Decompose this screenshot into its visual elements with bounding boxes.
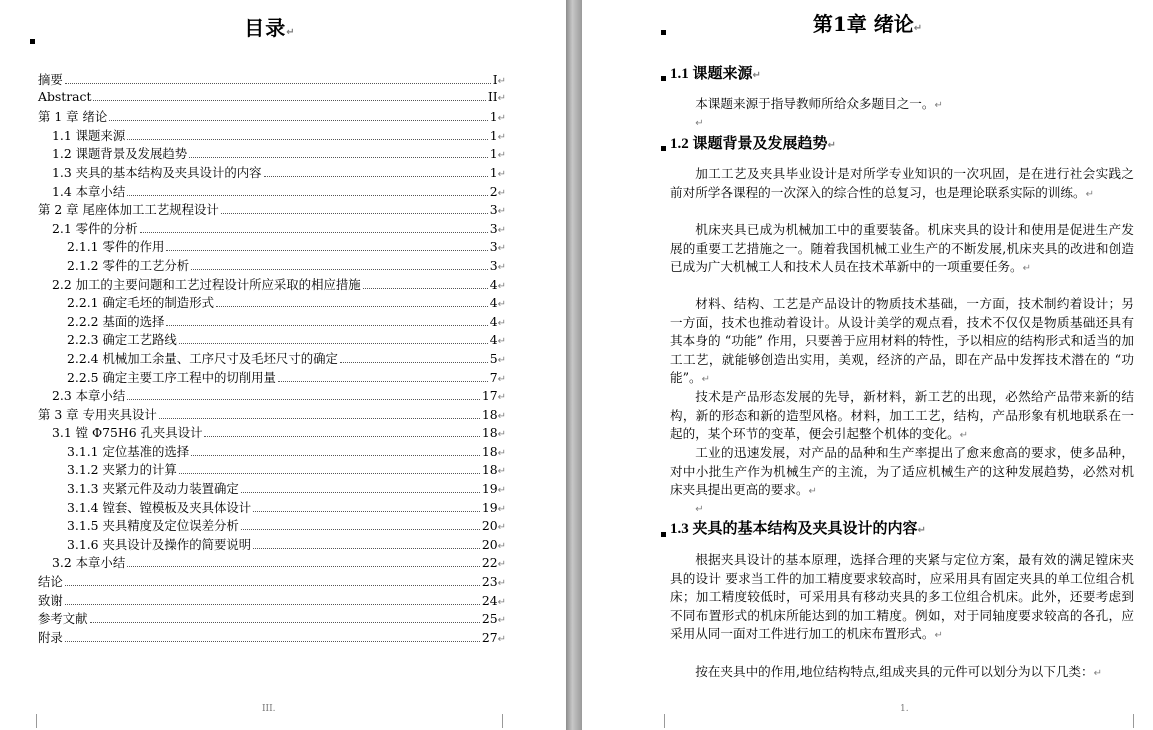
toc-entry-label: 3.1.3 夹紧元件及动力装置确定: [67, 481, 239, 497]
toc-entry[interactable]: 2.2.1 确定毛坯的制造形式 4 ↵: [67, 295, 506, 311]
toc-entry-page: 19: [481, 499, 498, 515]
toc-leader-dots: [216, 305, 488, 307]
toc-entry[interactable]: 1.2 课题背景及发展趋势 1 ↵: [52, 146, 506, 162]
toc-leader-dots: [127, 194, 488, 196]
toc-entry[interactable]: 参考文献 25 ↵: [38, 611, 506, 627]
toc-entry[interactable]: 结论 23 ↵: [38, 574, 506, 590]
toc-entry-label: 3.1.6 夹具设计及操作的简要说明: [67, 536, 252, 552]
toc-leader-dots: [166, 249, 487, 251]
toc-leader-dots: [140, 231, 488, 233]
toc-leader-dots: [166, 324, 487, 326]
toc-leader-dots: [340, 361, 488, 363]
toc-leader-dots: [127, 138, 488, 140]
toc-entry[interactable]: 2.2.4 机械加工余量、工序尺寸及毛坯尺寸的确定 5 ↵: [67, 350, 506, 366]
toc-entry[interactable]: Abstract II ↵: [38, 88, 506, 104]
toc-entry-label: 摘要: [38, 72, 63, 87]
paragraph: 工业的迅速发展，对产品的品种和生产率提出了愈来愈高的要求，使多品种，对中小批生产作为机械生产的主流，为了适应机械生产的这种发展趋势，必然对机床夹具提出更高的要求。↵: [670, 445, 1134, 497]
toc-leader-dots: [204, 435, 479, 437]
toc-entry-page: 3: [489, 202, 498, 218]
toc-entry-page: 1: [489, 164, 498, 180]
toc-entry[interactable]: 摘要 I ↵: [38, 72, 506, 87]
toc-entry-page: 4: [489, 313, 498, 329]
toc-entry-label: 致谢: [38, 592, 63, 608]
page-footer-number: III.: [262, 704, 276, 714]
toc-entry-page: 18: [481, 462, 498, 478]
toc-leader-dots: [65, 584, 480, 586]
toc-leader-dots: [179, 342, 488, 344]
toc-entry[interactable]: 2.1 零件的分析 3 ↵: [52, 220, 506, 236]
toc-leader-dots: [65, 82, 491, 84]
toc-entry[interactable]: 3.1.5 夹具精度及定位误差分析 20 ↵: [67, 518, 506, 534]
toc-leader-dots: [65, 640, 480, 642]
toc-entry[interactable]: 3.2 本章小结 22 ↵: [52, 555, 506, 571]
toc-entry-page: 18: [481, 425, 498, 441]
toc-leader-dots: [363, 287, 488, 289]
paragraph: 机床夹具已成为机械加工中的重要装备。机床夹具的设计和使用是促进生产发展的重要工艺措施之一。随着我国机械工业生产的不断发展,机床夹具的改进和创造已成为广大机械工人和技术人员在技术革新中的一项重要任务。↵: [670, 222, 1134, 274]
toc-entry[interactable]: 2.2 加工的主要问题和工艺过程设计所应采取的相应措施 4 ↵: [52, 276, 506, 292]
toc-entry[interactable]: 3.1.3 夹紧元件及动力装置确定 19 ↵: [67, 481, 506, 497]
toc-entry[interactable]: 2.2.5 确定主要工序工程中的切削用量 7 ↵: [67, 369, 506, 385]
toc-entry-label: 2.2.5 确定主要工序工程中的切削用量: [67, 369, 276, 385]
toc-entry-label: 3.1.2 夹紧力的计算: [67, 462, 177, 478]
toc-leader-dots: [241, 528, 480, 530]
toc-leader-dots: [65, 603, 480, 605]
toc-entry-page: 27: [481, 629, 498, 645]
toc-leader-dots: [264, 175, 488, 177]
toc-leader-dots: [253, 510, 480, 512]
toc-leader-dots: [127, 398, 480, 400]
toc-entry-page: 17: [481, 388, 498, 404]
toc-entry[interactable]: 1.4 本章小结 2 ↵: [52, 183, 506, 199]
toc-entry[interactable]: 2.1.2 零件的工艺分析 3 ↵: [67, 257, 506, 273]
paragraph: 材料、结构、工艺是产品设计的物质技术基础，一方面，技术制约着设计；另一方面，技术也推动着设计。从设计美学的观点看，技术不仅仅是物质基础还具有其本身的 “功能” 作用，只要善于应用材料的特性，予以相应的结构形式和适当的加工工艺，就能够创造出实用，美观，经济的产品，即在产品中发挥技术潜在的 “功能”。↵: [670, 296, 1134, 385]
toc-entry[interactable]: 第 1 章 绪论 1 ↵: [38, 109, 506, 125]
toc-entry-page: 5: [489, 350, 498, 366]
toc-entry[interactable]: 2.2.3 确定工艺路线 4 ↵: [67, 332, 506, 348]
toc-entry-page: I: [492, 72, 498, 87]
toc-leader-dots: [191, 454, 480, 456]
toc-title: 目录↵: [244, 16, 296, 40]
toc-entry[interactable]: 2.1.1 零件的作用 3 ↵: [67, 239, 506, 255]
toc-entry-page: 2: [489, 183, 498, 199]
toc-entry-page: 19: [481, 481, 498, 497]
toc-entry-page: 1: [489, 109, 498, 125]
toc-entry[interactable]: 1.1 课题来源 1 ↵: [52, 127, 506, 143]
toc-entry-label: 2.2.3 确定工艺路线: [67, 332, 177, 348]
toc-entry-label: 2.3 本章小结: [52, 388, 126, 404]
toc-leader-dots: [109, 119, 487, 121]
toc-leader-dots: [278, 380, 488, 382]
toc-entry[interactable]: 第 3 章 专用夹具设计 18 ↵: [38, 406, 506, 422]
toc-leader-dots: [179, 472, 480, 474]
chapter-page: [582, 0, 1153, 730]
toc-entry-label: 3.1 镗 Φ75H6 孔夹具设计: [52, 425, 203, 441]
toc-leader-dots: [241, 491, 480, 493]
paragraph: 按在夹具中的作用,地位结构特点,组成夹具的元件可以划分为以下几类：↵: [695, 664, 1102, 679]
toc-entry[interactable]: 致谢 24 ↵: [38, 592, 506, 608]
toc-entry-page: 18: [481, 443, 498, 459]
toc-entry-label: 1.4 本章小结: [52, 183, 126, 199]
page-footer-number: 1.: [900, 704, 909, 714]
toc-entry[interactable]: 2.3 本章小结 17 ↵: [52, 388, 506, 404]
empty-paragraph: ↵: [695, 504, 704, 515]
section-heading-1-3: 1.3 夹具的基本结构及夹具设计的内容↵: [670, 521, 926, 537]
toc-leader-dots: [90, 621, 480, 623]
paragraph: 技术是产品形态发展的先导，新材料，新工艺的出现，必然给产品带来新的结构，新的形态和新的造型风格。材料，加工工艺，结构，产品形象有机地联系在一起的，某个环节的变革，便会引起整个机体的变化。↵: [670, 389, 1134, 441]
toc-entry-page: 4: [489, 276, 498, 292]
toc-entry-label: 2.2.2 基面的选择: [67, 313, 165, 329]
paragraph: 本课题来源于指导教师所给众多题目之一。↵: [695, 96, 943, 111]
toc-entry-label: 第 3 章 专用夹具设计: [38, 406, 157, 422]
toc-entry-page: 3: [489, 257, 498, 273]
empty-paragraph: ↵: [695, 118, 704, 129]
toc-entry-label: 第 1 章 绪论: [38, 109, 108, 125]
toc-entry-page: 4: [489, 295, 498, 311]
toc-entry-page: 3: [489, 220, 498, 236]
toc-entry-page: 23: [481, 574, 498, 590]
toc-leader-dots: [221, 212, 488, 214]
toc-entry-page: 24: [481, 592, 498, 608]
toc-leader-dots: [159, 417, 480, 419]
paragraph: 加工工艺及夹具毕业设计是对所学专业知识的一次巩固，是在进行社会实践之前对所学各课程的一次深入的综合性的总复习，也是理论联系实际的训练。↵: [670, 166, 1134, 200]
toc-entry[interactable]: 3.1.1 定位基准的选择 18 ↵: [67, 443, 506, 459]
toc-entry-page: 25: [481, 611, 498, 627]
toc-leader-dots: [93, 99, 485, 101]
toc-entry-label: 2.1.2 零件的工艺分析: [67, 257, 190, 273]
toc-leader-dots: [253, 547, 480, 549]
toc-leader-dots: [127, 565, 480, 567]
toc-entry-label: 3.1.5 夹具精度及定位误差分析: [67, 518, 239, 534]
toc-entry-page: 22: [481, 555, 498, 571]
toc-entry-label: 结论: [38, 574, 63, 590]
toc-entry[interactable]: 3.1 镗 Φ75H6 孔夹具设计 18 ↵: [52, 425, 506, 441]
toc-entry[interactable]: 3.1.6 夹具设计及操作的简要说明 20 ↵: [67, 536, 506, 552]
toc-entry[interactable]: 2.2.2 基面的选择 4 ↵: [67, 313, 506, 329]
paragraph: 根据夹具设计的基本原理，选择合理的夹紧与定位方案，最有效的满足镗床夹具的设计 要求当工件的加工精度要求较高时，应采用具有固定夹具的单工位组合机床；加工精度较低时，可采用具有移动夹具的多工位组合机床。此外，还要考虑到不同布置形式的机床所能达到的加工精度。例如，对于同轴度要求较高的各孔，应采用从同一面对工件进行加工的机床布置形式。↵: [670, 552, 1134, 641]
toc-list: [38, 70, 506, 646]
toc-entry-label: 2.2 加工的主要问题和工艺过程设计所应采取的相应措施: [52, 276, 361, 292]
toc-entry[interactable]: 附录 27 ↵: [38, 629, 506, 645]
chapter-title: 第1章 绪论↵: [812, 12, 923, 36]
toc-entry-label: 3.1.4 镗套、镗模板及夹具体设计: [67, 499, 252, 515]
toc-entry[interactable]: 第 2 章 尾座体加工工艺规程设计 3 ↵: [38, 202, 506, 218]
section-heading-1-1: 1.1 课题来源↵: [670, 66, 761, 82]
toc-entry[interactable]: 3.1.2 夹紧力的计算 18 ↵: [67, 462, 506, 478]
toc-entry-label: 第 2 章 尾座体加工工艺规程设计: [38, 202, 219, 218]
toc-entry-label: 附录: [38, 629, 63, 645]
toc-entry-label: 1.1 课题来源: [52, 127, 126, 143]
toc-entry-page: 3: [489, 239, 498, 255]
toc-entry-label: 2.2.1 确定毛坯的制造形式: [67, 295, 214, 311]
toc-entry-page: 18: [481, 406, 498, 422]
toc-entry-label: 1.3 夹具的基本结构及夹具设计的内容: [52, 164, 262, 180]
toc-entry-page: 1: [489, 127, 498, 143]
toc-entry-page: II: [487, 88, 498, 104]
toc-entry-page: 20: [481, 518, 498, 534]
toc-page: [0, 0, 566, 730]
toc-entry-label: 2.2.4 机械加工余量、工序尺寸及毛坯尺寸的确定: [67, 350, 338, 366]
toc-entry-label: 3.1.1 定位基准的选择: [67, 443, 190, 459]
page-gutter: [566, 0, 582, 730]
toc-entry-page: 7: [489, 369, 498, 385]
toc-entry-page: 20: [481, 536, 498, 552]
toc-entry-label: 2.1.1 零件的作用: [67, 239, 165, 255]
section-heading-1-2: 1.2 课题背景及发展趋势↵: [670, 136, 836, 152]
toc-leader-dots: [189, 156, 488, 158]
toc-entry[interactable]: 1.3 夹具的基本结构及夹具设计的内容 1 ↵: [52, 164, 506, 180]
toc-leader-dots: [191, 268, 488, 270]
toc-entry-label: 3.2 本章小结: [52, 555, 126, 571]
toc-entry-label: Abstract: [38, 88, 92, 104]
toc-entry[interactable]: 3.1.4 镗套、镗模板及夹具体设计 19 ↵: [67, 499, 506, 515]
toc-entry-page: 4: [489, 332, 498, 348]
toc-entry-label: 1.2 课题背景及发展趋势: [52, 146, 188, 162]
toc-entry-label: 参考文献: [38, 611, 88, 627]
toc-entry-page: 1: [489, 146, 498, 162]
toc-entry-label: 2.1 零件的分析: [52, 220, 138, 236]
